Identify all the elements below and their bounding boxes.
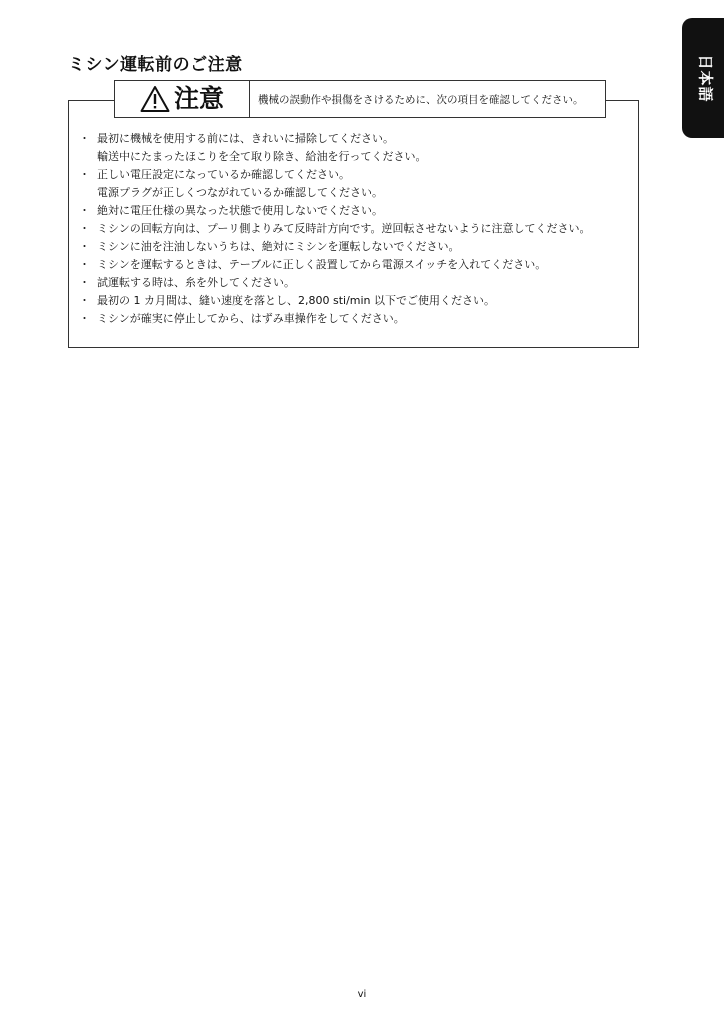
caution-item bbox=[78, 238, 634, 256]
caution-item bbox=[78, 166, 634, 202]
caution-label: 注意 bbox=[173, 84, 224, 113]
caution-item bbox=[78, 256, 634, 274]
bullet-marker: ・ bbox=[79, 240, 90, 253]
caution-item-line: 最初の 1 カ月間は、縫い速度を落とし、2,800 sti/min 以下でご使用ください。 bbox=[97, 294, 496, 307]
caution-box-top-border-left bbox=[68, 100, 115, 101]
bullet-marker: ・ bbox=[79, 132, 90, 145]
page-number: vi bbox=[357, 989, 367, 1000]
bullet-marker: ・ bbox=[79, 168, 90, 181]
bullet-marker: ・ bbox=[79, 312, 90, 325]
bullet-marker: ・ bbox=[79, 294, 90, 307]
section-title: ミシン運転前のご注意 bbox=[68, 55, 243, 75]
caution-item bbox=[78, 130, 634, 166]
caution-item-line: 電源プラグが正しくつながれているか確認してください。 bbox=[97, 186, 383, 199]
caution-item bbox=[78, 292, 634, 310]
caution-item-text bbox=[97, 256, 634, 274]
caution-item-line: ミシンを運転するときは、テーブルに正しく設置してから電源スイッチを入れてください。 bbox=[97, 258, 547, 271]
caution-item-list bbox=[78, 130, 634, 328]
caution-item-text bbox=[97, 166, 634, 202]
caution-item bbox=[78, 220, 634, 238]
caution-item-line: 絶対に電圧仕様の異なった状態で使用しないでください。 bbox=[97, 204, 383, 217]
language-tab bbox=[682, 18, 724, 138]
caution-item-line: 輸送中にたまったほこりを全て取り除き、給油を行ってください。 bbox=[97, 150, 427, 163]
caution-item-text bbox=[97, 238, 634, 256]
caution-item bbox=[78, 274, 634, 292]
caution-item-text bbox=[97, 292, 634, 310]
bullet-marker: ・ bbox=[79, 276, 90, 289]
caution-item-line: ミシンの回転方向は、プーリ側よりみて反時計方向です。逆回転させないように注意してください。 bbox=[97, 222, 591, 235]
caution-item-text bbox=[97, 202, 634, 220]
caution-item bbox=[78, 202, 634, 220]
language-tab-label: 日本語 bbox=[696, 53, 715, 103]
caution-header bbox=[114, 80, 606, 118]
caution-item-line: 正しい電圧設定になっているか確認してください。 bbox=[97, 168, 350, 181]
caution-box-top-border-right bbox=[606, 100, 639, 101]
caution-item bbox=[78, 310, 634, 328]
caution-item-line: 試運転する時は、糸を外してください。 bbox=[97, 276, 295, 289]
caution-badge bbox=[115, 81, 250, 117]
caution-item-text bbox=[97, 220, 634, 238]
caution-item-line: ミシンが確実に停止してから、はずみ車操作をしてください。 bbox=[97, 312, 405, 325]
warning-triangle-icon bbox=[140, 85, 170, 113]
caution-item-text bbox=[97, 130, 634, 166]
bullet-marker: ・ bbox=[79, 222, 90, 235]
caution-item-text bbox=[97, 310, 634, 328]
caution-item-line: 最初に機械を使用する前には、きれいに掃除してください。 bbox=[97, 132, 394, 145]
caution-lead-text: 機械の誤動作や損傷をさけるために、次の項目を確認してください。 bbox=[258, 93, 584, 106]
caution-item-line: ミシンに油を注油しないうちは、絶対にミシンを運転しないでください。 bbox=[97, 240, 460, 253]
bullet-marker: ・ bbox=[79, 258, 90, 271]
caution-item-text bbox=[97, 274, 634, 292]
bullet-marker: ・ bbox=[79, 204, 90, 217]
